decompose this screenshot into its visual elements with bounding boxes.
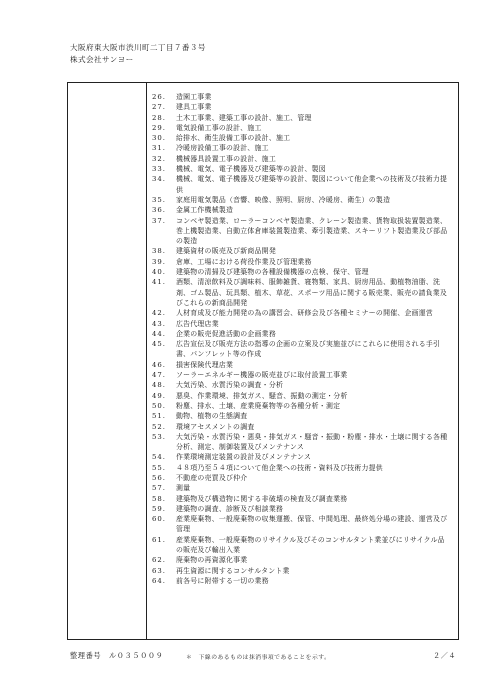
list-item — [152, 339, 452, 360]
item-text: 造園工事業 — [176, 93, 212, 101]
item-number: 49. — [152, 391, 166, 400]
list-item — [152, 92, 452, 102]
item-text: 廃棄物の再資源化事業 — [176, 556, 248, 565]
item-text: ソーラーエネルギー機器の販売並びに取付設置工事業 — [176, 371, 348, 380]
item-text: 作業環境測定装置の設計及びメンテナンス — [176, 453, 312, 462]
item-number: 39. — [152, 257, 166, 266]
list-item — [152, 143, 452, 153]
item-text: 機械器具設置工事の設計、施工 — [176, 154, 276, 163]
item-number: 34. — [152, 175, 166, 184]
list-item — [152, 401, 452, 411]
item-text: 動物、植物の生態調査 — [176, 412, 248, 421]
item-text: 倉庫、工場における荷役作業及び管理業務 — [176, 257, 312, 266]
item-text: 産業廃棄物、一般廃棄物のリサイクル及びそのコンサルタント業並びにリサイクル品の販売及び輸出入業 — [176, 535, 445, 555]
item-text: 前各号に附帯する一切の業務 — [176, 576, 269, 585]
item-text: 広告代理店業 — [176, 319, 219, 328]
item-text: 家庭用電気製品（音響、映像、照明、厨房、冷暖房、衛生）の製造 — [176, 195, 391, 204]
page-number: ２／４ — [433, 651, 457, 660]
list-item — [152, 473, 452, 483]
reference-number: 整理番号 ル０３５００９ — [70, 651, 164, 660]
item-number: 33. — [152, 165, 166, 174]
item-text: 広告宣伝及び販売方法の指導の企画の立案及び実施並びにこれらに使用される手引書、パンフレット等の作成 — [176, 340, 441, 359]
list-item — [152, 555, 452, 565]
list-item — [152, 380, 452, 390]
item-text: ４８項乃至５４項について他企業への技術・資料及び技術力提供 — [176, 463, 383, 472]
item-text: 建築物及び構造物に関する非破壊の検査及び調査業務 — [176, 494, 348, 503]
item-number: 61. — [152, 535, 166, 544]
item-number: 36. — [152, 206, 166, 215]
item-number: 62. — [152, 556, 166, 565]
item-text: コンベヤ製造業、ローラーコンベヤ製造業、クレーン製造業、貨物取扱装置製造業、巻上機製造業、自動立体倉庫装置製造業、牽引製造業、スキーリフト製造業及び部品の製造 — [176, 216, 448, 246]
list-item — [152, 535, 452, 556]
item-text: 給排水、衛生設備工事の設計、施工 — [176, 134, 291, 143]
item-number: 56. — [152, 473, 166, 482]
list-item — [152, 360, 452, 370]
item-number: 52. — [152, 422, 166, 431]
item-text: 冷暖房設備工事の設計、施工 — [176, 144, 269, 153]
item-number: 50. — [152, 401, 166, 410]
item-text: 粉塵、排水、土壌、産業廃棄物等の各種分析・測定 — [176, 401, 341, 410]
business-purpose-list — [152, 92, 452, 586]
item-text: 環境アセスメントの調査 — [176, 422, 255, 431]
list-item — [152, 113, 452, 123]
list-item — [152, 411, 452, 421]
list-item — [152, 463, 452, 473]
item-number: 38. — [152, 247, 166, 256]
item-text: 建具工事業 — [176, 103, 212, 112]
item-text: 土木工事業、建築工事の設計、施工、管理 — [176, 113, 312, 122]
list-item — [152, 205, 452, 215]
item-number: 43. — [152, 319, 166, 328]
item-number: 60. — [152, 515, 166, 524]
list-item — [152, 319, 452, 329]
item-number: 64. — [152, 576, 166, 585]
item-number: 42. — [152, 309, 166, 318]
item-number: 30. — [152, 134, 166, 143]
item-text: 建築物の調査、診断及び相談業務 — [176, 504, 284, 513]
item-text: 人材育成及び能力開発の為の講習会、研修会及び各種セミナーの開催、企画運営 — [176, 309, 434, 318]
list-item — [152, 370, 452, 380]
item-text: 大気汚染・水質汚染・悪臭・排気ガス・騒音・振動・粉塵・排水・土壌に関する各種分析、測定、制御装置及びメンテナンス — [176, 432, 448, 452]
list-item — [152, 566, 452, 576]
item-number: 55. — [152, 463, 166, 472]
item-text: 損害保険代理店業 — [176, 360, 234, 369]
item-number: 32. — [152, 154, 166, 163]
list-item — [152, 483, 452, 493]
underline-note: ＊ 下線のあるものは抹消事項であることを示す。 — [186, 655, 331, 661]
list-item — [152, 452, 452, 462]
item-number: 28. — [152, 113, 166, 122]
list-item — [152, 494, 452, 504]
list-item — [152, 257, 452, 267]
list-item — [152, 329, 452, 339]
list-item — [152, 246, 452, 256]
company-address: 大阪府東大阪市渋川町二丁目７番３号 — [70, 43, 206, 52]
list-item — [152, 432, 452, 453]
item-number: 29. — [152, 123, 166, 132]
item-number: 35. — [152, 195, 166, 204]
list-item — [152, 277, 452, 308]
list-item — [152, 422, 452, 432]
item-text: 企業の販売促進活動の企画業務 — [176, 329, 276, 338]
list-item — [152, 164, 452, 174]
item-text: 機械、電気、電子機器及び建築等の設計、製図 — [176, 165, 326, 174]
item-number: 57. — [152, 484, 166, 493]
item-number: 63. — [152, 566, 166, 575]
item-text: 金属工作機械製造 — [176, 206, 234, 215]
item-text: 測量 — [176, 484, 191, 493]
item-number: 31. — [152, 144, 166, 153]
item-number: 44. — [152, 329, 166, 338]
list-item — [152, 102, 452, 112]
item-text: 電気設備工事の設計、施工 — [176, 123, 262, 132]
list-item — [152, 174, 452, 195]
column-divider — [146, 83, 147, 639]
list-item — [152, 216, 452, 247]
item-text: 悪臭、作業環境、排気ガス、騒音、振動の測定・分析 — [176, 391, 348, 400]
item-text: 建築資材の販売及び新商品開発 — [176, 247, 276, 256]
item-number: 27. — [152, 103, 166, 112]
item-number: 41. — [152, 278, 166, 287]
item-text: 建築物の清掃及び建築物の各種設備機器の点検、保守、管理 — [176, 268, 369, 277]
item-text: 大気汚染、水質汚染の調査・分析 — [176, 381, 284, 390]
item-number: 46. — [152, 360, 166, 369]
item-number: 58. — [152, 494, 166, 503]
item-text: 不動産の売買及び仲介 — [176, 473, 248, 482]
list-item — [152, 576, 452, 586]
item-text: 再生資源に関するコンサルタント業 — [176, 566, 290, 575]
item-number: 51. — [152, 412, 166, 421]
document-header — [70, 42, 206, 66]
item-number: 59. — [152, 504, 166, 513]
list-item — [152, 154, 452, 164]
list-item — [152, 504, 452, 514]
item-text: 機械、電気、電子機器及び建築等の設計、製図について他企業への技術及び技術力提供 — [176, 175, 448, 194]
item-number: 53. — [152, 432, 166, 441]
item-text: 産業廃棄物、一般廃棄物の収集運搬、保管、中間処理、最終処分場の建設、運営及び管理 — [176, 515, 448, 534]
list-item — [152, 514, 452, 535]
list-item — [152, 123, 452, 133]
item-text: 酒類、清涼飲料及び調味料、服飾雑貨、寝物類、家具、厨房用品、動植物油脂、洗剤、ゴム製品、玩具類、植木、草花、スポーツ用品に関する販売業、販売の請負業及びこれらの新商品開発 — [176, 278, 448, 307]
item-number: 37. — [152, 216, 166, 225]
item-number: 40. — [152, 268, 166, 277]
item-number: 26. — [152, 93, 166, 101]
company-name: 株式会社サンヨー — [70, 55, 134, 64]
item-number: 48. — [152, 381, 166, 390]
list-item — [152, 308, 452, 318]
list-item — [152, 195, 452, 205]
list-item — [152, 391, 452, 401]
item-number: 54. — [152, 453, 166, 462]
list-item — [152, 267, 452, 277]
item-number: 45. — [152, 340, 166, 349]
item-number: 47. — [152, 371, 166, 380]
list-item — [152, 133, 452, 143]
